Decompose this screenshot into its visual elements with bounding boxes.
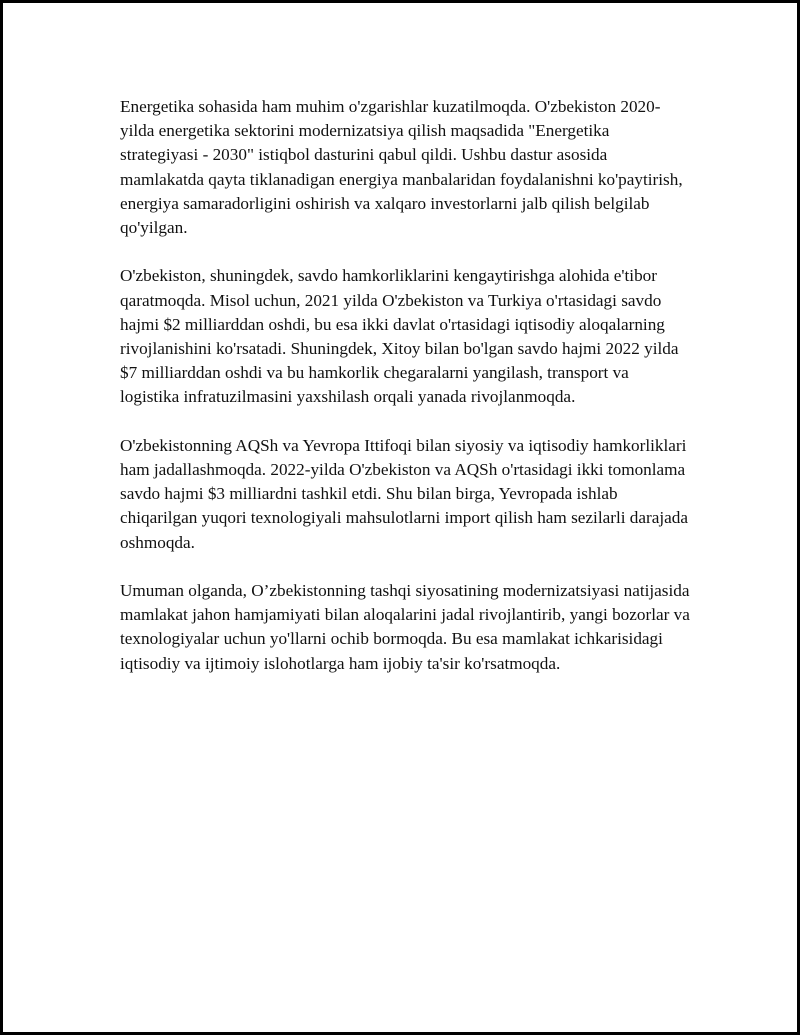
paragraph-energy: Energetika sohasida ham muhim o'zgarishlar kuzatilmoqda. O'zbekiston 2020-yilda energetika sektorini modernizatsiya qilish maqsadida "Energetika strategiyasi - 2030" istiqbol dasturini qabul qildi. Ushbu dastur asosida mamlakatda qayta tiklanadigan energiya manbalaridan foydalanishni ko'paytirish, energiya samaradorligini oshirish va xalqaro investorlarni jalb qilish belgilab qo'yilgan.	[120, 97, 683, 238]
paragraph-trade: O'zbekiston, shuningdek, savdo hamkorliklarini kengaytirishga alohida e'tibor qaratmoqda. Misol uchun, 2021 yilda O'zbekiston va Turkiya o'rtasidagi savdo hajmi $2 milliarddan oshdi, bu esa ikki davlat o'rtasidagi iqtisodiy aloqalarning rivojlanishini ko'rsatadi. Shuningdek, Xitoy bilan bo'lgan savdo hajmi 2022 yilda $7 milliarddan oshdi va bu hamkorlik chegaralarni yangilash, transport va logistika infratuzilmasini yaxshilash orqali yanada rivojlanmoqda.	[120, 266, 679, 407]
document-body	[120, 95, 690, 700]
paragraph-usa-eu: O'zbekistonning AQSh va Yevropa Ittifoqi bilan siyosiy va iqtisodiy hamkorliklari ham jadallashmoqda. 2022-yilda O'zbekiston va AQSh o'rtasidagi ikki tomonlama savdo hajmi $3 milliardni tashkil etdi. Shu bilan birga, Yevropada ishlab chiqarilgan yuqori texnologiyali mahsulotlarni import qilish ham sezilarli darajada oshmoqda.	[120, 435, 688, 552]
paragraph-conclusion: Umuman olganda, O’zbekistonning tashqi siyosatining modernizatsiyasi natijasida mamlakat jahon hamjamiyati bilan aloqalarini jadal rivojlantirib, yangi bozorlar va texnologiyalar uchun yo'llarni ochib bormoqda. Bu esa mamlakat ichkarisidagi iqtisodiy va ijtimoiy islohotlarga ham ijobiy ta'sir ko'rsatmoqda.	[120, 581, 690, 673]
